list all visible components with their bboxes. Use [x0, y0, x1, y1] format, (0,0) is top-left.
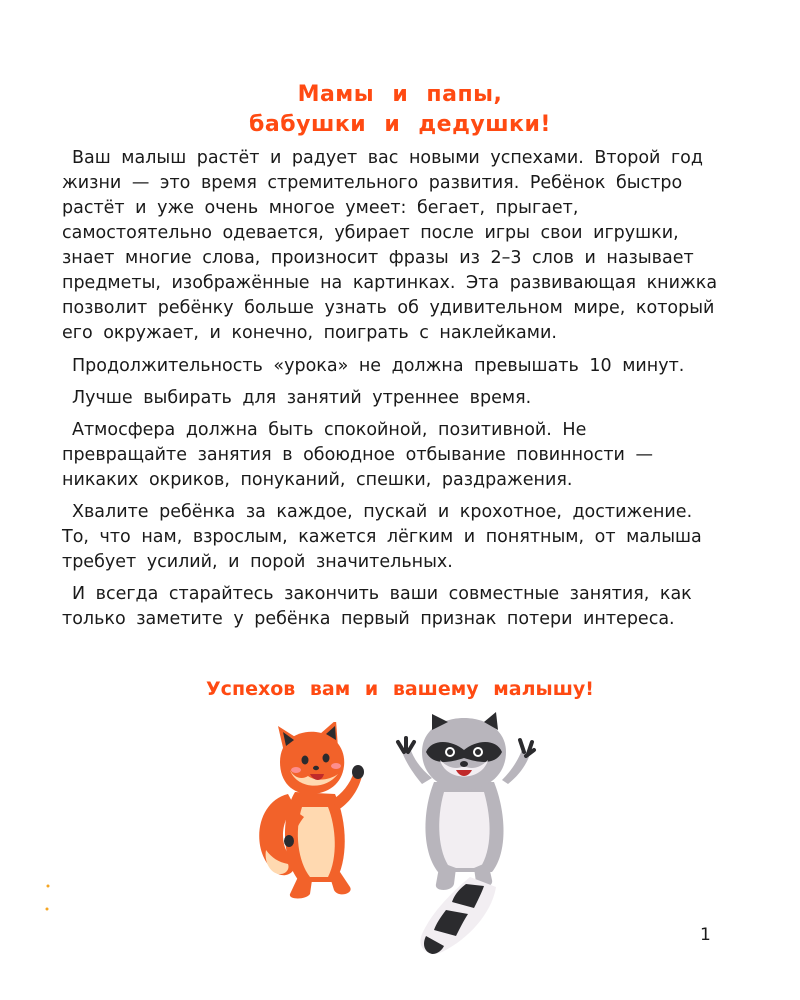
- fox-illustration: [250, 722, 380, 902]
- body-text: [62, 146, 718, 639]
- title-line-2: бабушки и дедушки!: [249, 112, 551, 137]
- decorative-dots: [44, 883, 54, 913]
- paragraph-time: Лучше выбирать для занятий утреннее время.: [72, 388, 532, 408]
- closing-wish: Успехов вам и вашему малышу!: [206, 678, 594, 700]
- raccoon-illustration: [392, 712, 542, 962]
- paragraph-finish: И всегда старайтесь закончить ваши совместные занятия, как только заметите у ребёнка первый признак потери интереса.: [62, 584, 692, 629]
- paragraph-intro: Ваш малыш растёт и радует вас новыми успехами. Второй год жизни — это время стремительного развития. Ребёнок быстро растёт и уже очень многое умеет: бегает, прыгает, самостоятельно одевается, убирает после игры свои игрушки, знает многие слова, произносит фразы из 2–3 слов и называет предметы, изображённые на картинках. Эта развивающая книжка позволит ребёнку больше узнать об удивительном мире, который его окружает, и конечно, поиграть с наклейками.: [62, 148, 718, 343]
- paragraph-atmosphere: Атмосфера должна быть спокойной, позитивной. Не превращайте занятия в обоюдное отбывание повинности — никаких окриков, понуканий, спешки, раздражения.: [62, 420, 653, 490]
- page-title: [0, 80, 800, 140]
- page-number: 1: [700, 925, 711, 945]
- paragraph-duration: Продолжительность «урока» не должна превышать 10 минут.: [72, 356, 685, 376]
- title-line-1: Мамы и папы,: [297, 82, 503, 107]
- paragraph-praise: Хвалите ребёнка за каждое, пускай и крохотное, достижение. То, что нам, взрослым, кажется лёгким и понятным, от малыша требует усилий, и порой значительных.: [62, 502, 702, 572]
